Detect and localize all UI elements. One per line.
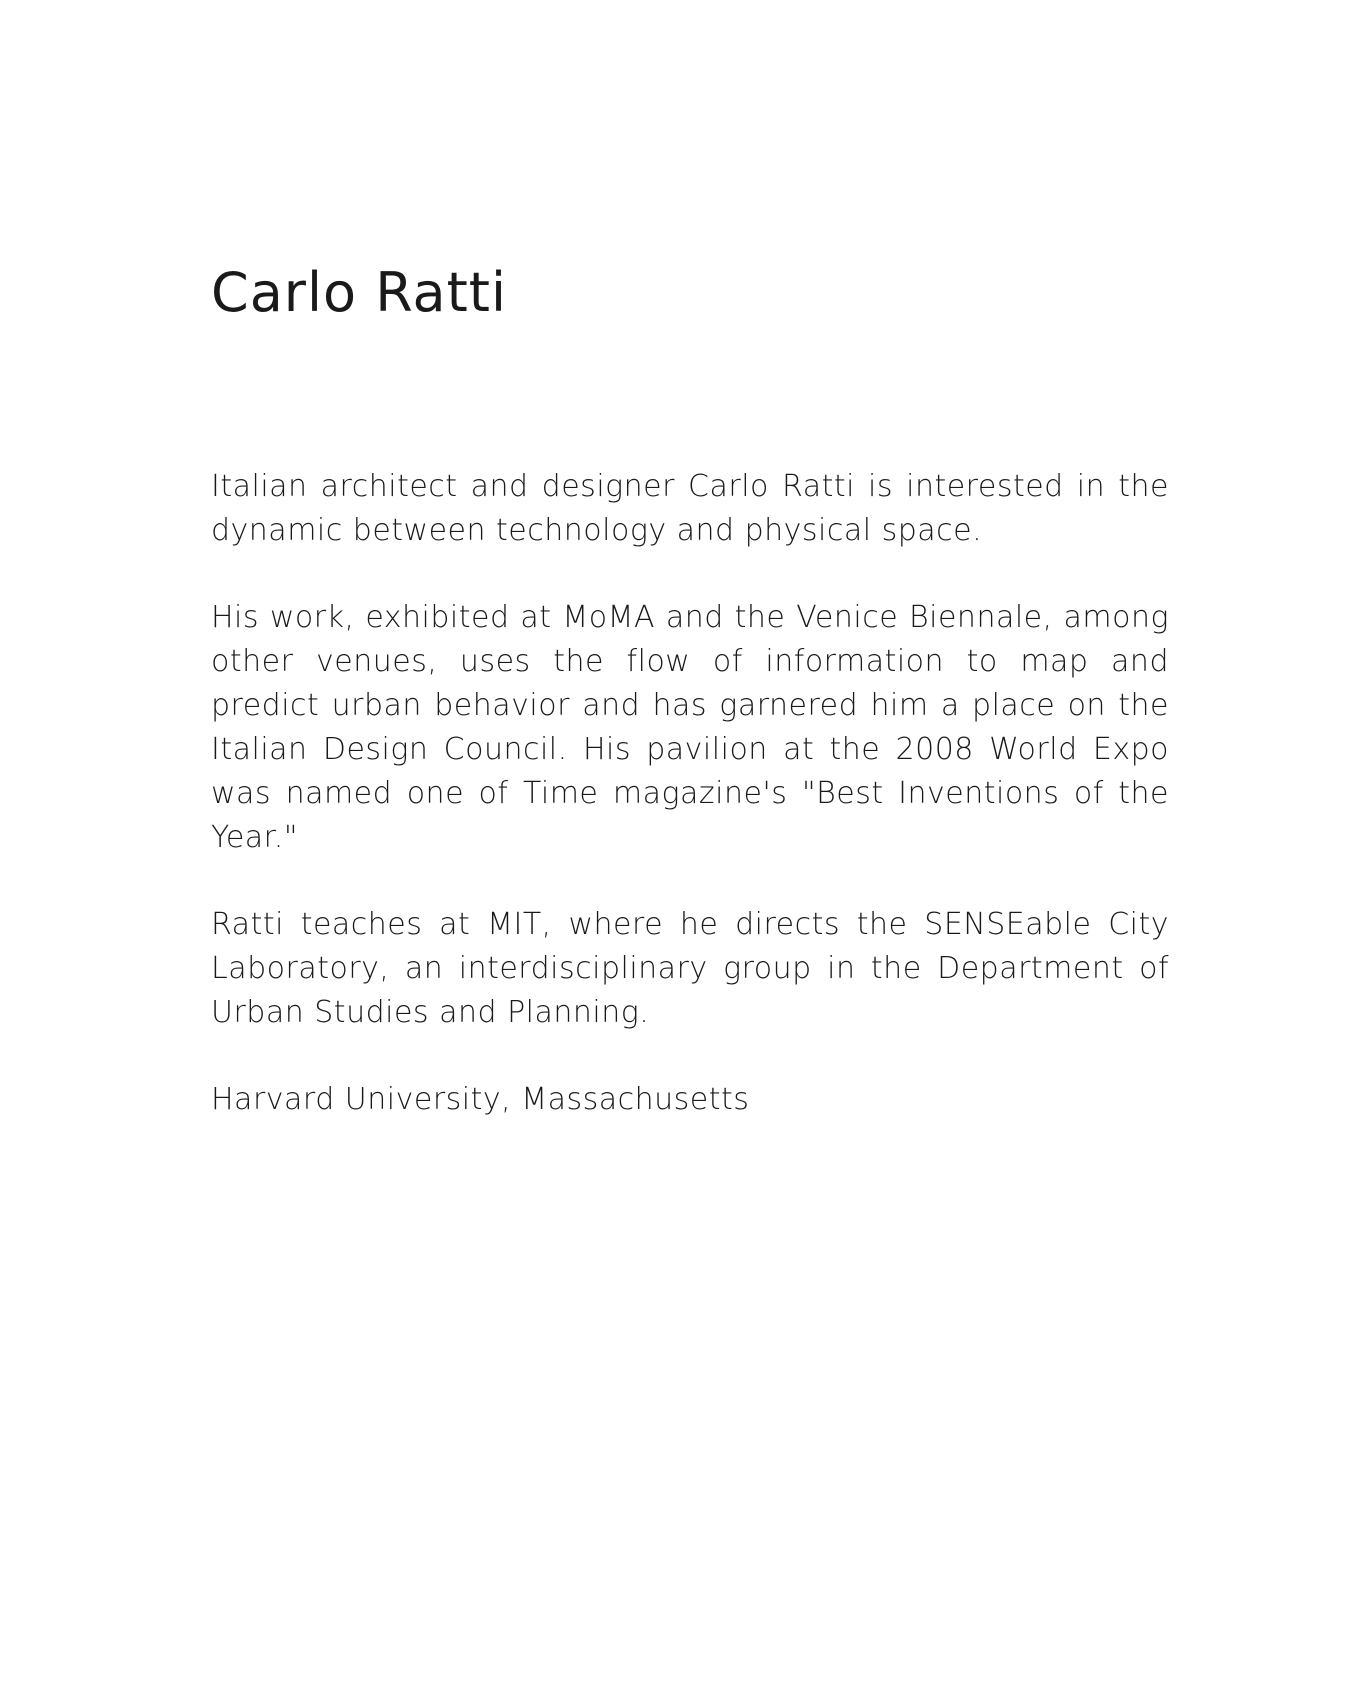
bio-paragraph-intro: Italian architect and designer Carlo Ratti is interested in the dynamic between technology and physical space.	[211, 469, 1169, 548]
bio-paragraph-teaching: Ratti teaches at MIT, where he directs the SENSEable City Laboratory, an interdisciplinary group in the Department of Urban Studies and Planning.	[211, 907, 1169, 1030]
page-title: Carlo Ratti	[211, 261, 507, 324]
bio-text	[211, 465, 1169, 1165]
bio-affiliation: Harvard University, Massachusetts	[211, 1082, 750, 1117]
bio-paragraph-work: His work, exhibited at MoMA and the Venice Biennale, among other venues, uses the flow of information to map and predict urban behavior and has garnered him a place on the Italian Design Council. His pavilion at the 2008 World Expo was named one of Time magazine's "Best Inventions of the Year."	[211, 600, 1169, 855]
